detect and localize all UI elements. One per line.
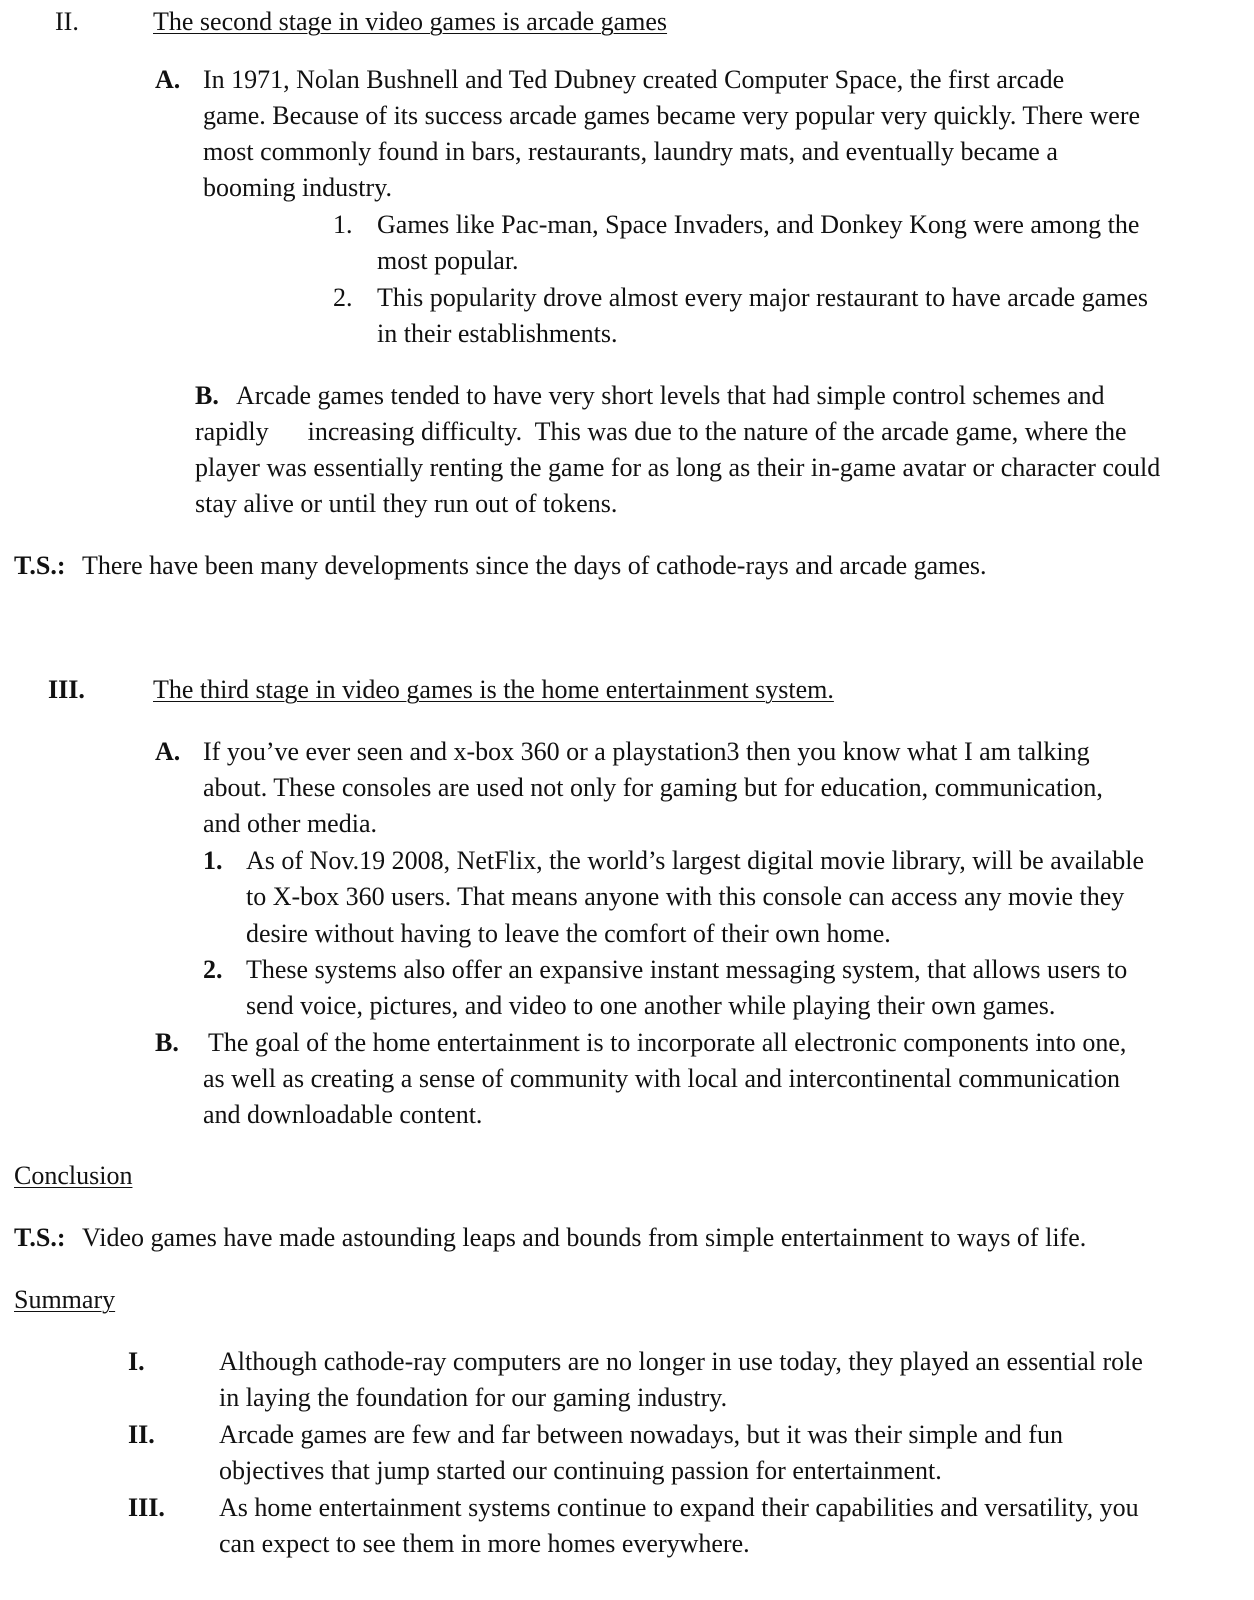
section-3-sub-2-line: These systems also offer an expansive instant messaging system, that allows users to xyxy=(246,955,1128,984)
section-2-point-b-line: rapidly increasing difficulty. This was due to the nature of the arcade game, where the xyxy=(195,417,1127,446)
summary-item-2-label: II. xyxy=(128,1420,155,1449)
conclusion-heading: Conclusion xyxy=(14,1161,133,1190)
section-2-sub-1-line: most popular. xyxy=(377,246,519,275)
section-2-point-b-label: B. xyxy=(195,381,219,410)
section-2-point-b-line: Arcade games tended to have very short levels that had simple control schemes and xyxy=(236,381,1105,410)
section-3-sub-1-line: to X-box 360 users. That means anyone with this console can access any movie they xyxy=(246,882,1125,911)
section-3-numeral: III. xyxy=(48,675,85,704)
section-3-sub-1-label: 1. xyxy=(203,846,223,875)
section-3-sub-1-line: As of Nov.19 2008, NetFlix, the world’s largest digital movie library, will be available xyxy=(246,846,1145,875)
section-2-point-a-line: booming industry. xyxy=(203,173,392,202)
section-3-sub-2-label: 2. xyxy=(203,955,223,984)
summary-item-1-label: I. xyxy=(128,1347,145,1376)
section-3-sub-2-line: send voice, pictures, and video to one another while playing their own games. xyxy=(246,991,1056,1020)
summary-item-2-line: objectives that jump started our continuing passion for entertainment. xyxy=(219,1456,942,1485)
section-2-sub-1-line: Games like Pac-man, Space Invaders, and Donkey Kong were among the xyxy=(377,210,1140,239)
summary-item-3-line: As home entertainment systems continue to expand their capabilities and versatility, you xyxy=(219,1493,1139,1522)
section-2-sub-2-label: 2. xyxy=(333,283,353,312)
summary-item-2-line: Arcade games are few and far between nowadays, but it was their simple and fun xyxy=(219,1420,1063,1449)
conclusion-transition-label: T.S.: xyxy=(14,1223,66,1252)
section-3-point-a-line: and other media. xyxy=(203,809,377,838)
section-3-point-b-label: B. xyxy=(155,1028,179,1057)
section-2-point-a-line: In 1971, Nolan Bushnell and Ted Dubney created Computer Space, the first arcade xyxy=(203,65,1065,94)
conclusion-transition-sentence: Video games have made astounding leaps and bounds from simple entertainment to ways of life. xyxy=(82,1223,1087,1252)
section-2-sub-2-line: in their establishments. xyxy=(377,319,618,348)
summary-item-3-line: can expect to see them in more homes everywhere. xyxy=(219,1529,750,1558)
section-3-point-b-line: and downloadable content. xyxy=(203,1100,483,1129)
summary-heading: Summary xyxy=(14,1285,116,1314)
section-3-sub-1-line: desire without having to leave the comfort of their own home. xyxy=(246,919,891,948)
section-2-point-b-line: player was essentially renting the game for as long as their in-game avatar or character could xyxy=(195,453,1161,482)
section-2-point-b-line: stay alive or until they run out of tokens. xyxy=(195,489,618,518)
section-2-sub-2-line: This popularity drove almost every major restaurant to have arcade games xyxy=(377,283,1149,312)
section-3-point-b-line: The goal of the home entertainment is to incorporate all electronic components into one, xyxy=(208,1028,1127,1057)
section-3-point-a-line: If you’ve ever seen and x-box 360 or a playstation3 then you know what I am talking xyxy=(203,737,1090,766)
section-2-point-a-line: most commonly found in bars, restaurants, laundry mats, and eventually became a xyxy=(203,137,1058,166)
section-2-numeral: II. xyxy=(55,7,79,36)
summary-item-3-label: III. xyxy=(128,1493,165,1522)
transition-sentence: There have been many developments since the days of cathode-rays and arcade games. xyxy=(82,551,987,580)
section-3-heading: The third stage in video games is the home entertainment system. xyxy=(153,675,834,704)
section-3-point-b-line: as well as creating a sense of community with local and intercontinental communication xyxy=(203,1064,1120,1093)
transition-label: T.S.: xyxy=(14,551,66,580)
section-2-point-a-line: game. Because of its success arcade games became very popular very quickly. There were xyxy=(203,101,1141,130)
summary-item-1-line: in laying the foundation for our gaming industry. xyxy=(219,1383,728,1412)
section-3-point-a-label: A. xyxy=(155,737,181,766)
section-2-heading: The second stage in video games is arcade games xyxy=(153,7,668,36)
section-2-point-a-label: A. xyxy=(155,65,181,94)
section-3-point-a-line: about. These consoles are used not only for gaming but for education, communication, xyxy=(203,773,1103,802)
summary-item-1-line: Although cathode-ray computers are no longer in use today, they played an essential role xyxy=(219,1347,1143,1376)
section-2-sub-1-label: 1. xyxy=(333,210,353,239)
